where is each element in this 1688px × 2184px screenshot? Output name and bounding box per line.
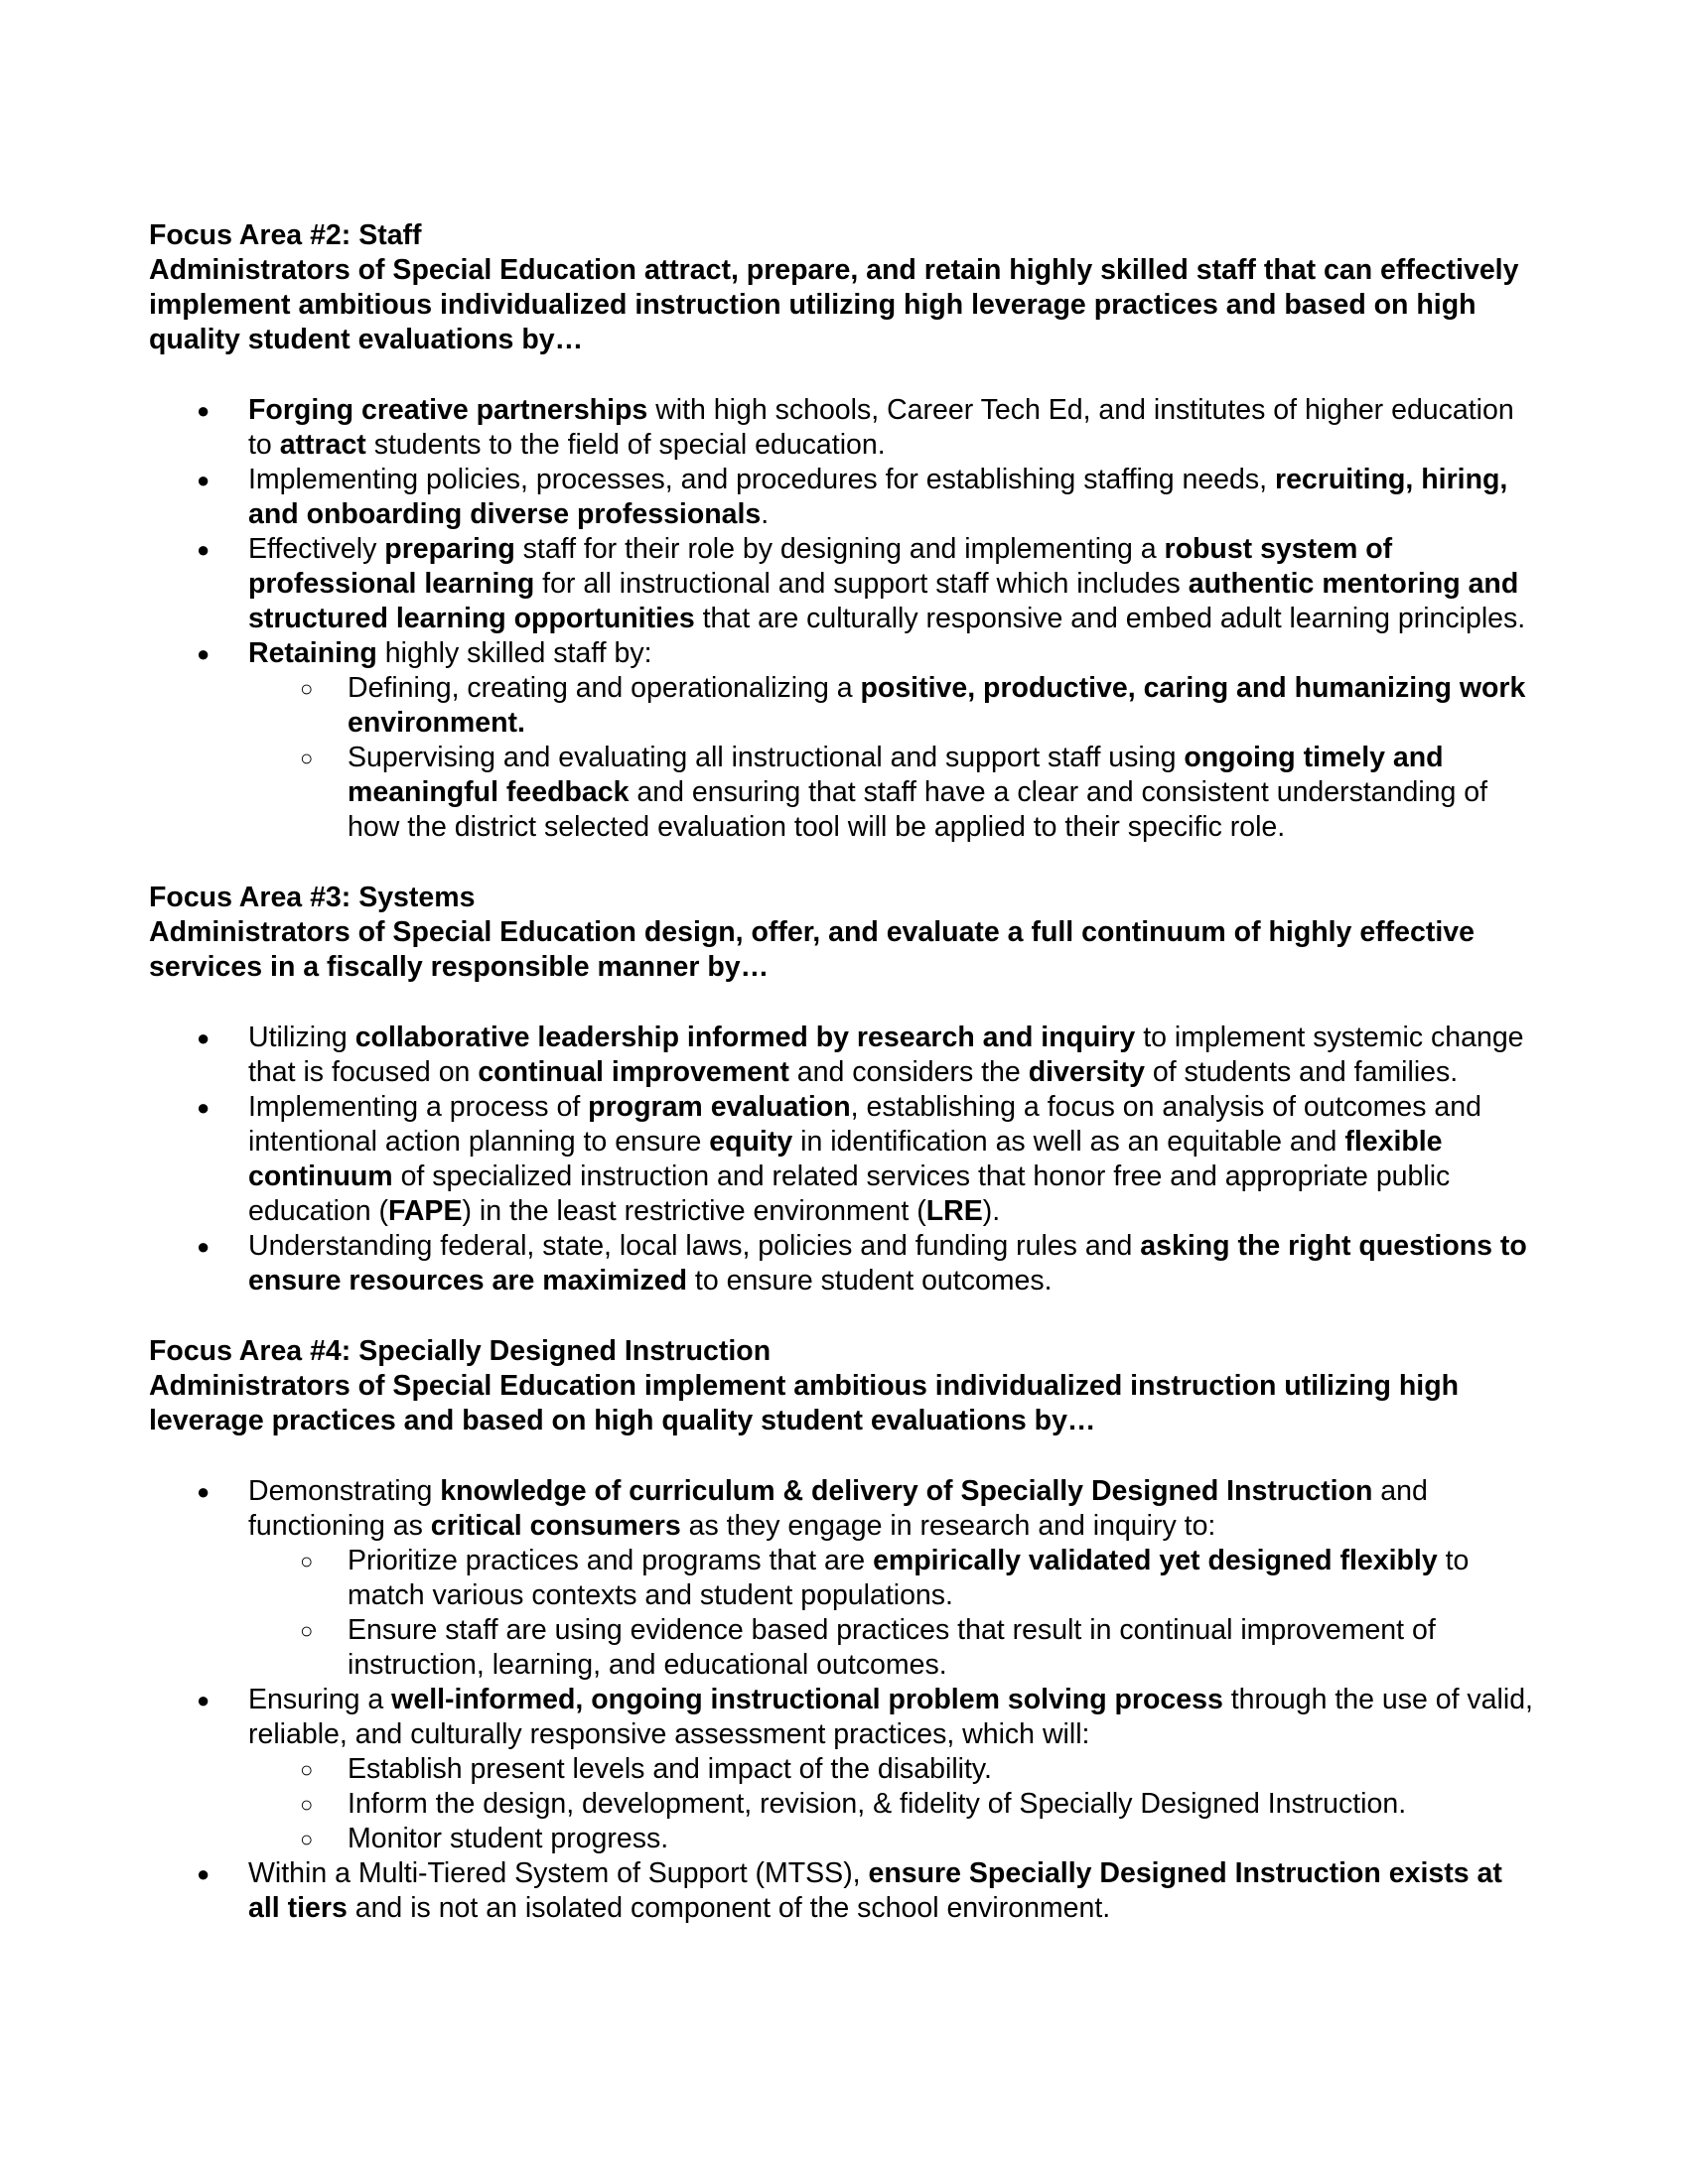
text-run: Understanding federal, state, local laws, policies and funding rules and	[248, 1230, 1141, 1262]
text-run: Effectively	[248, 533, 385, 565]
text-run: Inform the design, development, revision, & fidelity of Specially Designed Instruction.	[348, 1788, 1407, 1820]
focus-area-section	[149, 881, 1539, 1298]
sub-bullet-list	[248, 671, 1539, 845]
bold-text: robust system of professional learning	[248, 533, 1393, 600]
sub-bullet-item	[348, 1752, 1539, 1787]
text-run: Prioritize practices and programs that are	[348, 1545, 874, 1576]
sub-bullet-item	[348, 741, 1539, 845]
bullet-item	[248, 463, 1539, 532]
text-run: Within a Multi-Tiered System of Support (MTSS),	[248, 1857, 869, 1889]
bullet-item	[248, 1683, 1539, 1856]
text-run: Utilizing	[248, 1022, 355, 1053]
section-title: Focus Area #2: Staff	[149, 219, 422, 251]
bold-text: Forging creative partnerships	[248, 394, 648, 426]
text-run: through the use of valid, reliable, and culturally responsive assessment practices, which will:	[248, 1684, 1533, 1750]
text-run: of specialized instruction and related services that honor free and appropriate public education (	[248, 1160, 1451, 1227]
sub-bullet-item	[348, 671, 1539, 741]
text-run: with high schools, Career Tech Ed, and institutes of higher education to	[248, 394, 1514, 461]
bold-text: ongoing timely and meaningful feedback	[348, 742, 1444, 808]
bold-text: flexible continuum	[248, 1126, 1443, 1192]
text-run: for all instructional and support staff which includes	[534, 568, 1189, 600]
bold-text: attract	[279, 429, 366, 461]
text-run: to match various contexts and student populations.	[348, 1545, 1470, 1611]
bullet-item	[248, 1229, 1539, 1298]
bullet-list	[149, 1474, 1539, 1926]
text-run: in identification as well as an equitable and	[792, 1126, 1345, 1158]
sub-bullet-item	[348, 1787, 1539, 1822]
bold-text: Retaining	[248, 637, 377, 669]
bold-text: continual improvement	[478, 1056, 789, 1088]
bold-text: well-informed, ongoing instructional problem solving process	[391, 1684, 1223, 1715]
section-lead: Administrators of Special Education implement ambitious individualized instruction utilizing high leverage practices and based on high quality student evaluations by…	[149, 1370, 1460, 1436]
bold-text: empirically validated yet designed flexibly	[873, 1545, 1438, 1576]
bold-text: program evaluation	[588, 1091, 851, 1123]
text-run: students to the field of special education.	[365, 429, 886, 461]
text-run: , establishing a focus on analysis of outcomes and intentional action planning to ensure	[248, 1091, 1481, 1158]
text-run: staff for their role by designing and implementing a	[514, 533, 1165, 565]
text-run: and ensuring that staff have a clear and consistent understanding of how the district selected evaluation tool will be applied to their specific role.	[348, 776, 1488, 843]
sub-bullet-list	[248, 1752, 1539, 1856]
text-run: highly skilled staff by:	[376, 637, 652, 669]
bold-text: diversity	[1028, 1056, 1145, 1088]
text-run: Ensure staff are using evidence based practices that result in continual improvement of instruction, learning, and educational outcomes.	[348, 1614, 1436, 1681]
bullet-item	[248, 1021, 1539, 1090]
text-run: Implementing policies, processes, and procedures for establishing staffing needs,	[248, 464, 1275, 495]
text-run: that are culturally responsive and embed adult learning principles.	[694, 603, 1526, 634]
bold-text: authentic mentoring and structured learning opportunities	[248, 568, 1519, 634]
bold-text: collaborative leadership informed by research and inquiry	[354, 1022, 1136, 1053]
bold-text: recruiting, hiring, and onboarding diverse professionals	[248, 464, 1508, 530]
text-run: .	[761, 498, 770, 530]
bullet-item	[248, 1856, 1539, 1926]
bold-text: equity	[709, 1126, 793, 1158]
bold-text: critical consumers	[430, 1510, 681, 1542]
text-run: and is not an isolated component of the school environment.	[347, 1892, 1111, 1924]
section-title: Focus Area #4: Specially Designed Instruction	[149, 1335, 772, 1367]
bullet-item	[248, 1474, 1539, 1683]
text-run: Ensuring a	[248, 1684, 392, 1715]
bullet-item	[248, 393, 1539, 463]
text-run: and functioning as	[248, 1475, 1428, 1542]
text-run: Implementing a process of	[248, 1091, 589, 1123]
text-run: Establish present levels and impact of the disability.	[348, 1753, 992, 1785]
bold-text: LRE	[925, 1195, 983, 1227]
section-lead: Administrators of Special Education design, offer, and evaluate a full continuum of highly effective services in a fiscally responsible manner by…	[149, 916, 1475, 983]
text-run: ) in the least restrictive environment (	[462, 1195, 926, 1227]
document-page	[149, 218, 1539, 1962]
focus-area-section	[149, 218, 1539, 845]
text-run: and considers the	[788, 1056, 1029, 1088]
sub-bullet-item	[348, 1544, 1539, 1613]
sub-bullet-item	[348, 1613, 1539, 1683]
text-run: to implement systemic change that is focused on	[248, 1022, 1524, 1088]
focus-area-section	[149, 1334, 1539, 1926]
bold-text: asking the right questions to ensure resources are maximized	[248, 1230, 1527, 1297]
text-run: ).	[982, 1195, 1001, 1227]
bold-text: positive, productive, caring and humanizing work environment.	[348, 672, 1526, 739]
text-run: Demonstrating	[248, 1475, 441, 1507]
text-run: to ensure student outcomes.	[687, 1265, 1053, 1297]
text-run: as they engage in research and inquiry to:	[680, 1510, 1216, 1542]
text-run: Supervising and evaluating all instructional and support staff using	[348, 742, 1185, 773]
bold-text: knowledge of curriculum & delivery of Specially Designed Instruction	[440, 1475, 1373, 1507]
bold-text: ensure Specially Designed Instruction exists at all tiers	[248, 1857, 1502, 1924]
bold-text: FAPE	[388, 1195, 463, 1227]
sub-bullet-list	[248, 1544, 1539, 1683]
section-lead: Administrators of Special Education attract, prepare, and retain highly skilled staff that can effectively implement ambitious individualized instruction utilizing high leverage practices and based on high quality student evaluations by…	[149, 254, 1519, 355]
bullet-list	[149, 1021, 1539, 1298]
bullet-item	[248, 532, 1539, 636]
sub-bullet-item	[348, 1822, 1539, 1856]
text-run: Defining, creating and operationalizing a	[348, 672, 861, 704]
bold-text: preparing	[384, 533, 515, 565]
bullet-item	[248, 636, 1539, 845]
bullet-list	[149, 393, 1539, 845]
text-run: Monitor student progress.	[348, 1823, 669, 1854]
bullet-item	[248, 1090, 1539, 1229]
section-title: Focus Area #3: Systems	[149, 882, 476, 913]
text-run: of students and families.	[1144, 1056, 1459, 1088]
